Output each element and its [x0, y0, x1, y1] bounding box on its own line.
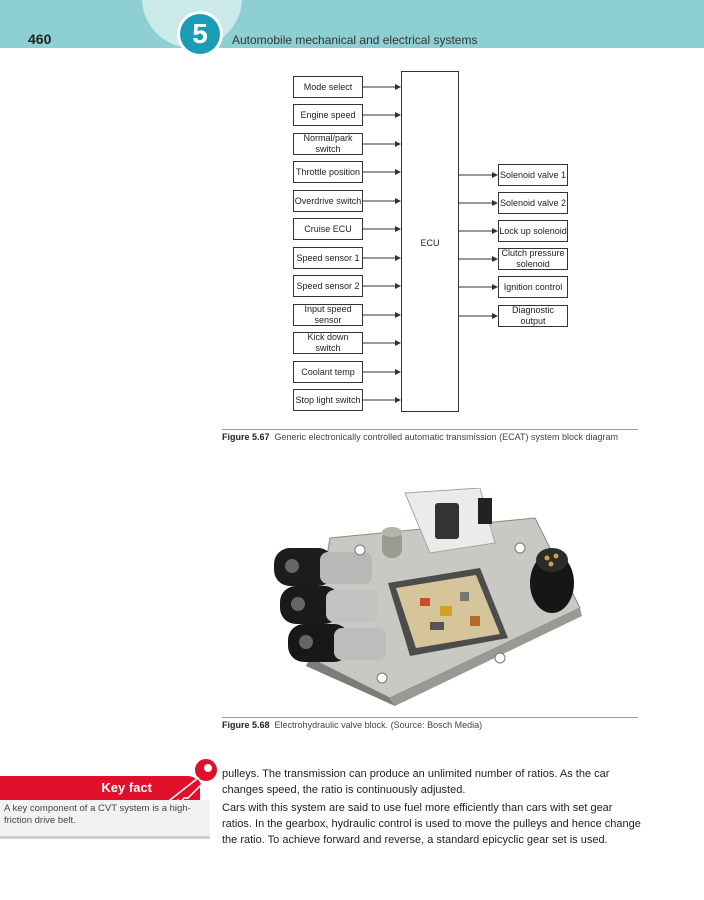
key-icon	[162, 756, 222, 804]
input-box: Throttle position	[293, 161, 363, 183]
running-title: Automobile mechanical and electrical systems	[232, 33, 478, 47]
input-box: Kick down switch	[293, 332, 363, 354]
caption-rule	[222, 429, 638, 430]
output-box: Solenoid valve 2	[498, 192, 568, 214]
figure-568-caption	[222, 720, 638, 731]
output-box: Clutch pressure solenoid	[498, 248, 568, 270]
input-box: Mode select	[293, 76, 363, 98]
figure-567-caption	[222, 432, 638, 443]
figure-text: Electrohydraulic valve block. (Source: Bosch Media)	[274, 720, 483, 730]
figure-text: Generic electronically controlled automatic transmission (ECAT) system block diagram	[274, 432, 619, 442]
input-box: Normal/park switch	[293, 133, 363, 155]
output-box: Diagnostic output	[498, 305, 568, 327]
body-paragraph: Cars with this system are said to use fuel more efficiently than cars with set gear ratios. In the gearbox, hydraulic control is used to move the pulleys and hence change the ratio. To achieve forward and reverse, a standard epicyclic gear set is used.	[222, 802, 641, 846]
input-box: Stop light switch	[293, 389, 363, 411]
key-fact-box	[0, 800, 210, 839]
ecu-box	[401, 71, 459, 412]
figure-label: Figure 5.68	[222, 720, 270, 730]
input-box: Input speed sensor	[293, 304, 363, 326]
page-number: 460	[28, 31, 52, 47]
valve-block-photo	[270, 488, 585, 706]
key-fact-text: A key component of a CVT system is a high-friction drive belt.	[4, 803, 191, 826]
caption-rule	[222, 717, 638, 718]
output-box: Ignition control	[498, 276, 568, 298]
input-box: Speed sensor 2	[293, 275, 363, 297]
output-box: Solenoid valve 1	[498, 164, 568, 186]
ecu-label: ECU	[420, 238, 440, 248]
input-box: Engine speed	[293, 104, 363, 126]
figure-label: Figure 5.67	[222, 432, 270, 442]
input-box: Speed sensor 1	[293, 247, 363, 269]
body-paragraph: pulleys. The transmission can produce an unlimited number of ratios. As the car changes speed, the ratio is continuously adjusted.	[222, 768, 610, 796]
output-box: Lock up solenoid	[498, 220, 568, 242]
input-box: Cruise ECU	[293, 218, 363, 240]
input-box: Overdrive switch	[293, 190, 363, 212]
chapter-badge: 5	[180, 14, 220, 54]
input-box: Coolant temp	[293, 361, 363, 383]
key-fact-title: Key fact	[101, 780, 152, 795]
